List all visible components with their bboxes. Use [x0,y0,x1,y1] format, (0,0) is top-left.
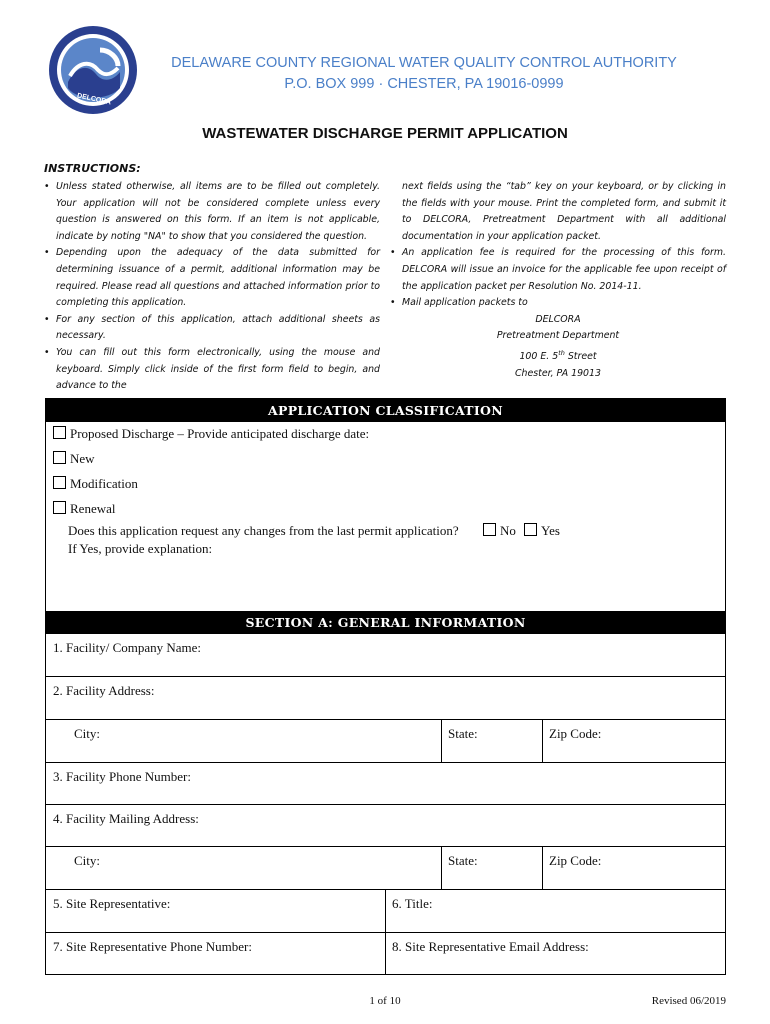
facility-zip-field[interactable]: Zip Code: [542,720,726,763]
instruction-item: • Unless stated otherwise, all items are to be filled out completely. Your application will not be considered complete unless every question is answered on this form. If an item is not applicable, indicate by noting "NA" to show that you considered the question. [44,181,380,242]
instructions-left-column [44,179,380,395]
instructions-right-column [390,179,726,382]
bullet-icon: • [390,297,396,309]
facility-name-field[interactable]: 1. Facility/ Company Name: [45,634,726,677]
org-address: P.O. BOX 999 · CHESTER, PA 19016-0999 [284,76,564,92]
org-name: DELAWARE COUNTY REGIONAL WATER QUALITY CONTROL AUTHORITY [171,55,677,71]
section-a-header-box [45,611,726,634]
mail-address: DELCORA Pretreatment Department 100 E. 5th Street Chester, PA 19013 [496,313,620,379]
bullet-icon: • [44,247,50,259]
mailing-zip-field[interactable]: Zip Code: [542,847,726,890]
option-modification[interactable]: Modification [53,476,138,492]
instructions-heading: INSTRUCTIONS: [44,162,141,175]
instruction-item: • For any section of this application, attach additional sheets as necessary. [44,313,380,342]
instruction-item: • An application fee is required for the processing of this form. DELCORA will issue an invoice for the applicable fee upon receipt of the application packet per Resolution No. 2014-11. [390,247,726,292]
option-renewal[interactable]: Renewal [53,501,115,517]
instruction-item: • Mail application packets to [390,295,726,312]
checkbox[interactable] [53,501,66,514]
checkbox[interactable] [524,523,537,536]
bullet-icon: • [44,181,50,192]
delcora-logo [48,24,138,118]
site-representative-field[interactable]: 5. Site Representative: [45,890,386,933]
title-field[interactable]: 6. Title: [385,890,726,933]
classification-heading: APPLICATION CLASSIFICATION [46,399,725,422]
option-new[interactable]: New [53,451,95,467]
bullet-icon: • [44,313,50,325]
checkbox[interactable] [483,523,496,536]
revision-date: Revised 06/2019 [651,995,726,1007]
mailing-city-field[interactable]: City: [45,847,442,890]
instruction-continuation: next fields using the “tab” key on your keyboard, or by clicking in the fields with your mouse. Print the completed form, and submit it to DELCORA, Pretreatment Department with all additional documentation in your application packet. [402,181,726,242]
bullet-icon: • [44,346,50,358]
page-number: 1 of 10 [369,995,401,1007]
representative-phone-field[interactable]: 7. Site Representative Phone Number: [45,933,386,975]
section-a-heading: SECTION A: GENERAL INFORMATION [46,612,725,633]
mailing-address-field[interactable]: 4. Facility Mailing Address: [45,805,726,847]
facility-city-field[interactable]: City: [45,720,442,763]
answer-yes[interactable]: Yes [524,523,560,539]
facility-address-field[interactable]: 2. Facility Address: [45,677,726,720]
explanation-label: If Yes, provide explanation: [68,541,213,556]
checkbox[interactable] [53,426,66,439]
option-proposed-discharge[interactable]: Proposed Discharge – Provide anticipated discharge date: [53,426,369,442]
facility-phone-field[interactable]: 3. Facility Phone Number: [45,763,726,805]
facility-state-field[interactable]: State: [441,720,543,763]
checkbox[interactable] [53,451,66,464]
bullet-icon: • [390,247,396,259]
page-title: WASTEWATER DISCHARGE PERMIT APPLICATION [202,125,568,142]
instruction-item: • You can fill out this form electronically, using the mouse and keyboard. Simply click inside of the first form field to begin, and advance to the [44,346,380,392]
answer-no[interactable]: No [483,523,516,539]
representative-email-field[interactable]: 8. Site Representative Email Address: [385,933,726,975]
logo-text: DELCORA [76,92,112,107]
instruction-item: • Depending upon the adequacy of the data submitted for determining issuance of a permit, additional information may be required. Please read all questions and attached information prior to completing this application. [44,247,380,309]
checkbox[interactable] [53,476,66,489]
changes-question: Does this application request any changes from the last permit application? [68,523,459,538]
mailing-state-field[interactable]: State: [441,847,543,890]
